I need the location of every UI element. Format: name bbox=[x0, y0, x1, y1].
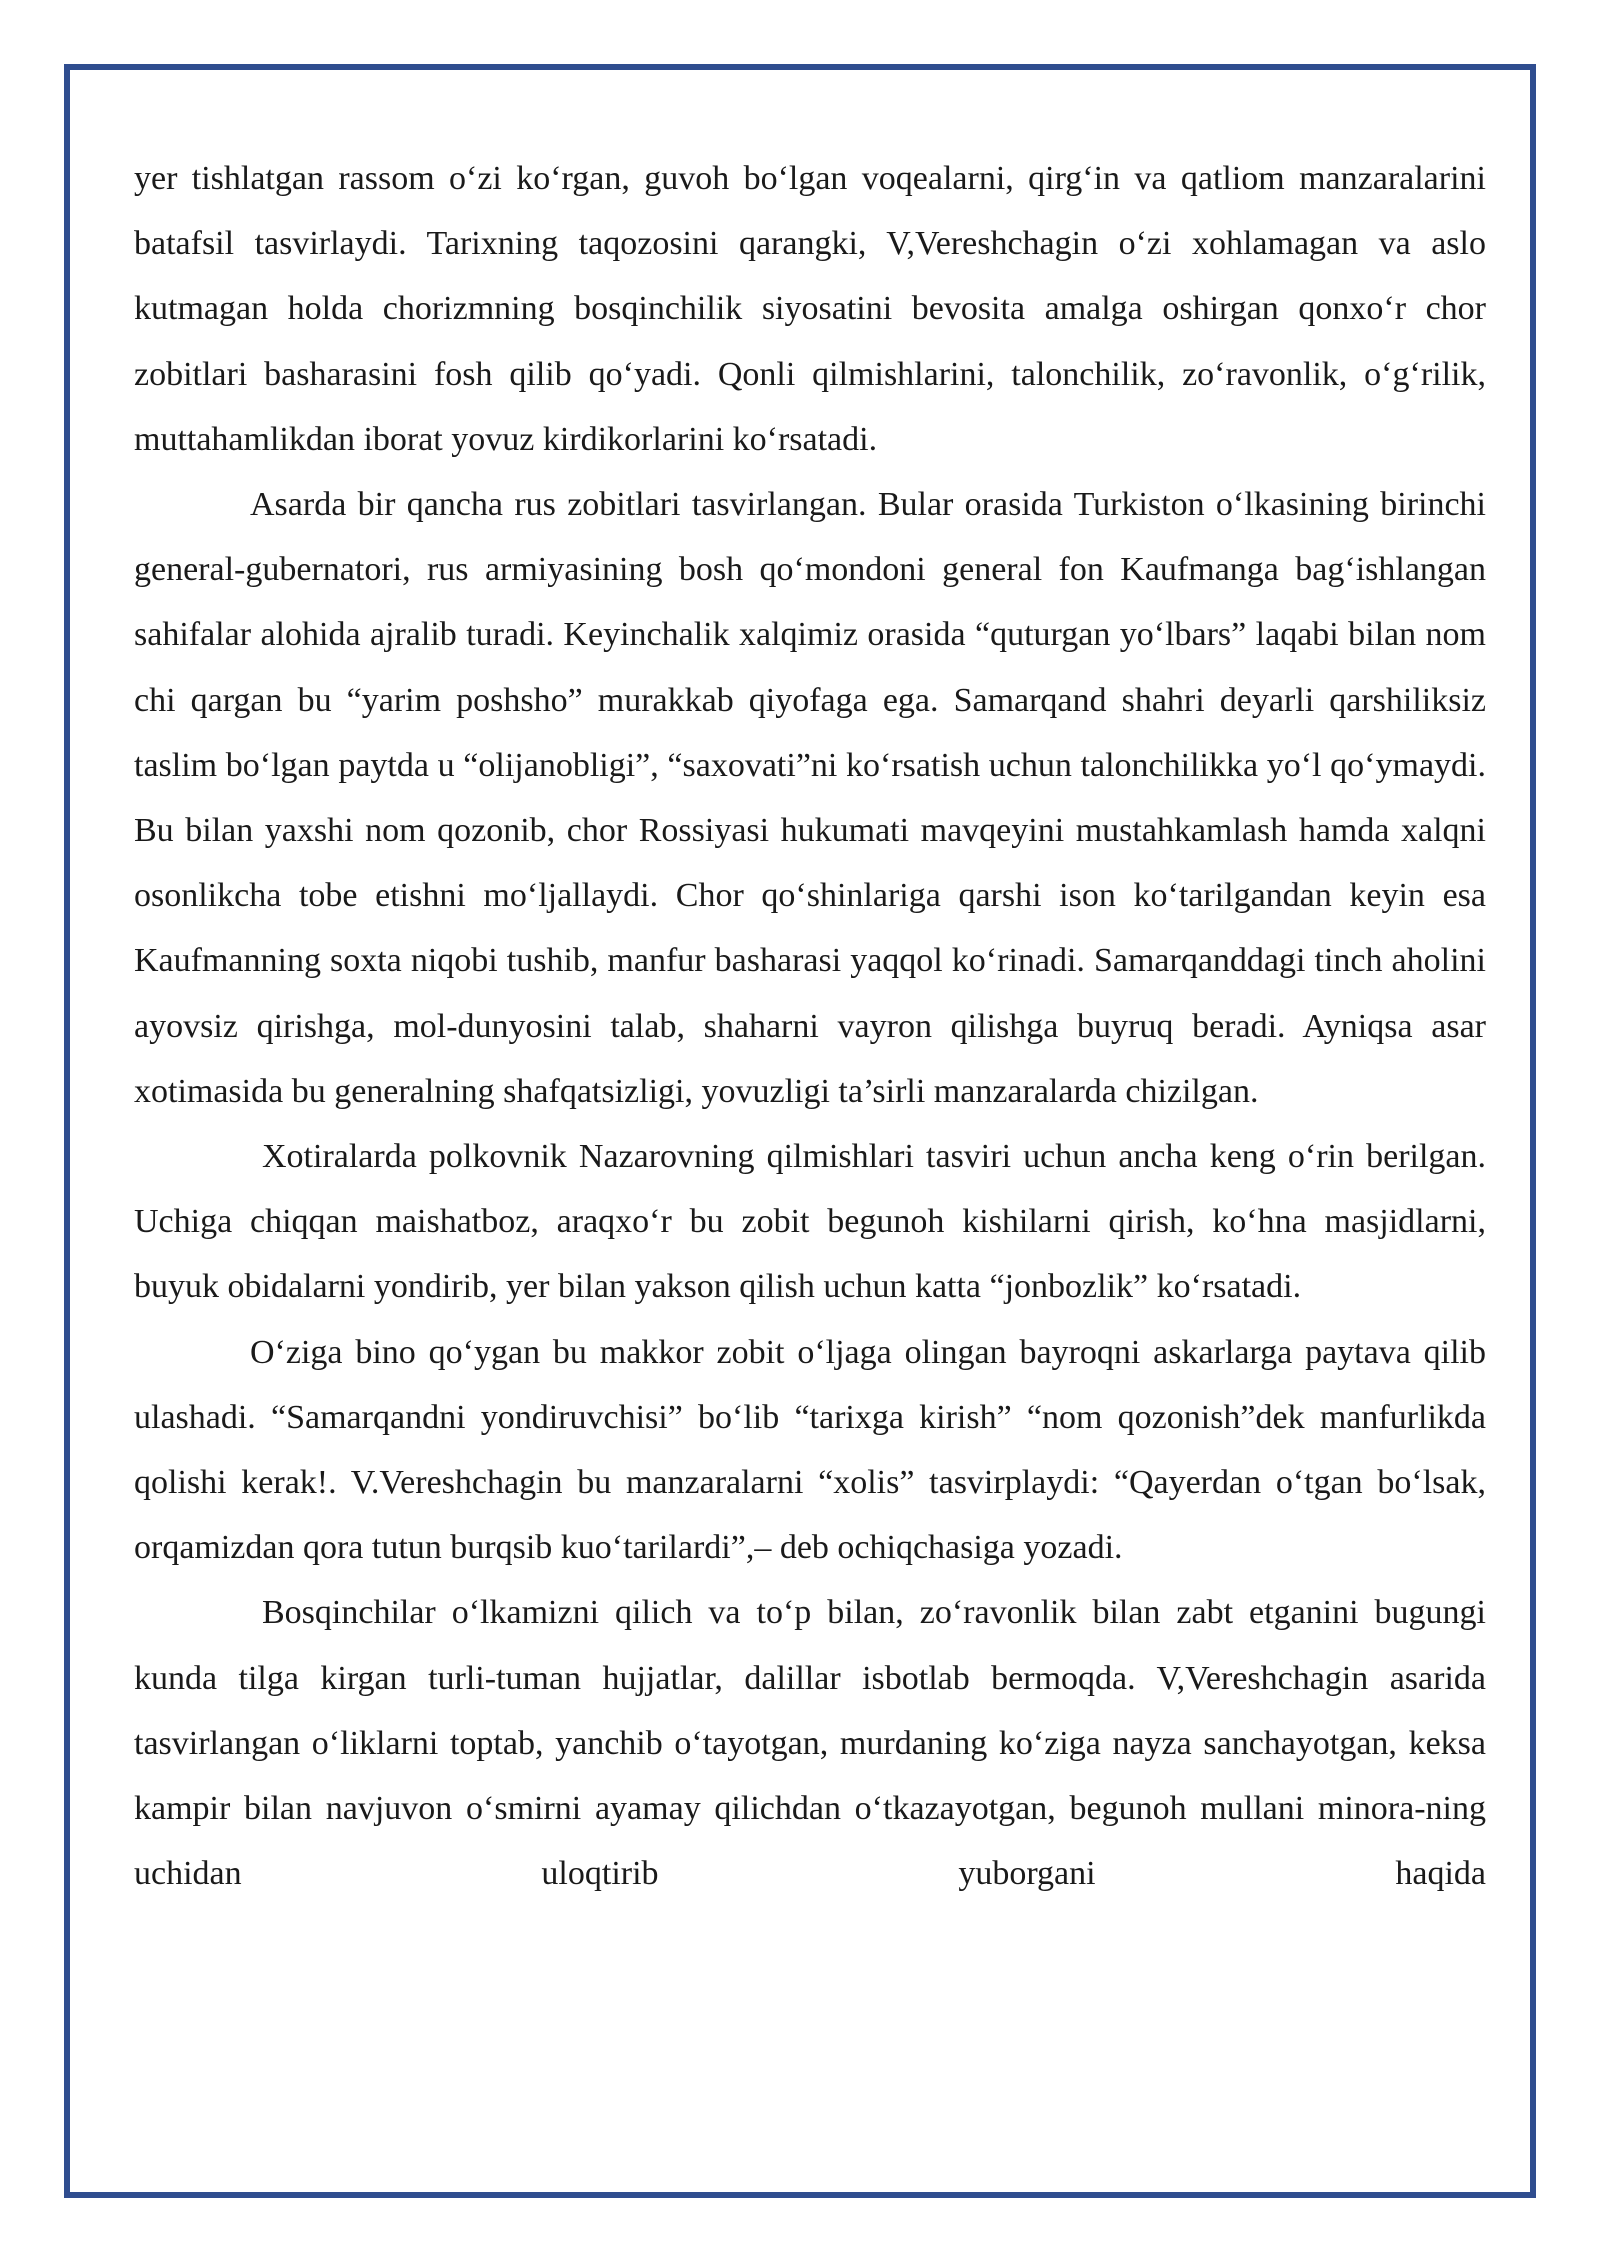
paragraph-3: Xotiralarda polkovnik Nazarovning qilmishlari tasviri uchun ancha keng o‘rin berilgan. Uchiga chiqqan maishatboz, araqxo‘r bu zobit begunoh kishilarni qirish, ko‘hna masjidlarni, buyuk obidalarni yondirib, yer bilan yakson qilish uchun katta “jonbozlik” ko‘rsatadi. bbox=[134, 1138, 1486, 1306]
document-body bbox=[134, 146, 1486, 1906]
paragraph-4: O‘ziga bino qo‘ygan bu makkor zobit o‘ljaga olingan bayroqni askarlarga paytava qilib ulashadi. “Samarqandni yondiruvchisi” bo‘lib “tarixga kirish” “nom qozonish”dek manfurlikda qolishi kerak!. V.Vereshchagin bu manzaralarni “xolis” tasvirplaydi: “Qayerdan o‘tgan bo‘lsak, orqamizdan qora tutun burqsib kuo‘tarilardi”,– deb ochiqchasiga yozadi. bbox=[134, 1333, 1486, 1567]
paragraph-5: Bosqinchilar o‘lkamizni qilich va to‘p bilan, zo‘ravonlik bilan zabt etganini bugungi kunda tilga kirgan turli-tuman hujjatlar, dalillar isbotlab bermoqda. V,Vereshchagin asarida tasvirlangan o‘liklarni toptab, yanchib o‘tayotgan, murdaning ko‘ziga nayza sanchayotgan, keksa kampir bilan navjuvon o‘smirni ayamay qilichdan o‘tkazayotgan, begunoh mullani minora-ning uchidan uloqtirib yuborgani haqida bbox=[134, 1594, 1486, 1893]
paragraph-2: Asarda bir qancha rus zobitlari tasvirlangan. Bular orasida Turkiston o‘lkasining birinchi general-gubernatori, rus armiyasining bosh qo‘mondoni general fon Kaufmanga bag‘ishlangan sahifalar alohida ajralib turadi. Keyinchalik xalqimiz orasida “quturgan yo‘lbars” laqabi bilan nom chi qargan bu “yarim poshsho” murakkab qiyofaga ega. Samarqand shahri deyarli qarshiliksiz taslim bo‘lgan paytda u “olijanobligi”, “saxovati”ni ko‘rsatish uchun talonchilikka yo‘l qo‘ymaydi. Bu bilan yaxshi nom qozonib, chor Rossiyasi hukumati mavqeyini mustahkamlash hamda xalqni osonlikcha tobe etishni mo‘ljallaydi. Chor qo‘shinlariga qarshi ison ko‘tarilgandan keyin esa Kaufmanning soxta niqobi tushib, manfur basharasi yaqqol ko‘rinadi. Samarqanddagi tinch aholini ayovsiz qirishga, mol-dunyosini talab, shaharni vayron qilishga buyruq beradi. Ayniqsa asar xotimasida bu generalning shafqatsizligi, yovuzligi ta’sirli manzaralarda chizilgan. bbox=[134, 486, 1486, 1110]
paragraph-1: yer tishlatgan rassom o‘zi ko‘rgan, guvoh bo‘lgan voqealarni, qirg‘in va qatliom manzaralarini batafsil tasvirlaydi. Tarixning taqozosini qarangki, V,Vereshchagin o‘zi xohlamagan va aslo kutmagan holda chorizmning bosqinchilik siyosatini bevosita amalga oshirgan qonxo‘r chor zobitlari basharasini fosh qilib qo‘yadi. Qonli qilmishlarini, talonchilik, zo‘ravonlik, o‘g‘rilik, muttahamlikdan iborat yovuz kirdikorlarini ko‘rsatadi. bbox=[134, 160, 1486, 458]
